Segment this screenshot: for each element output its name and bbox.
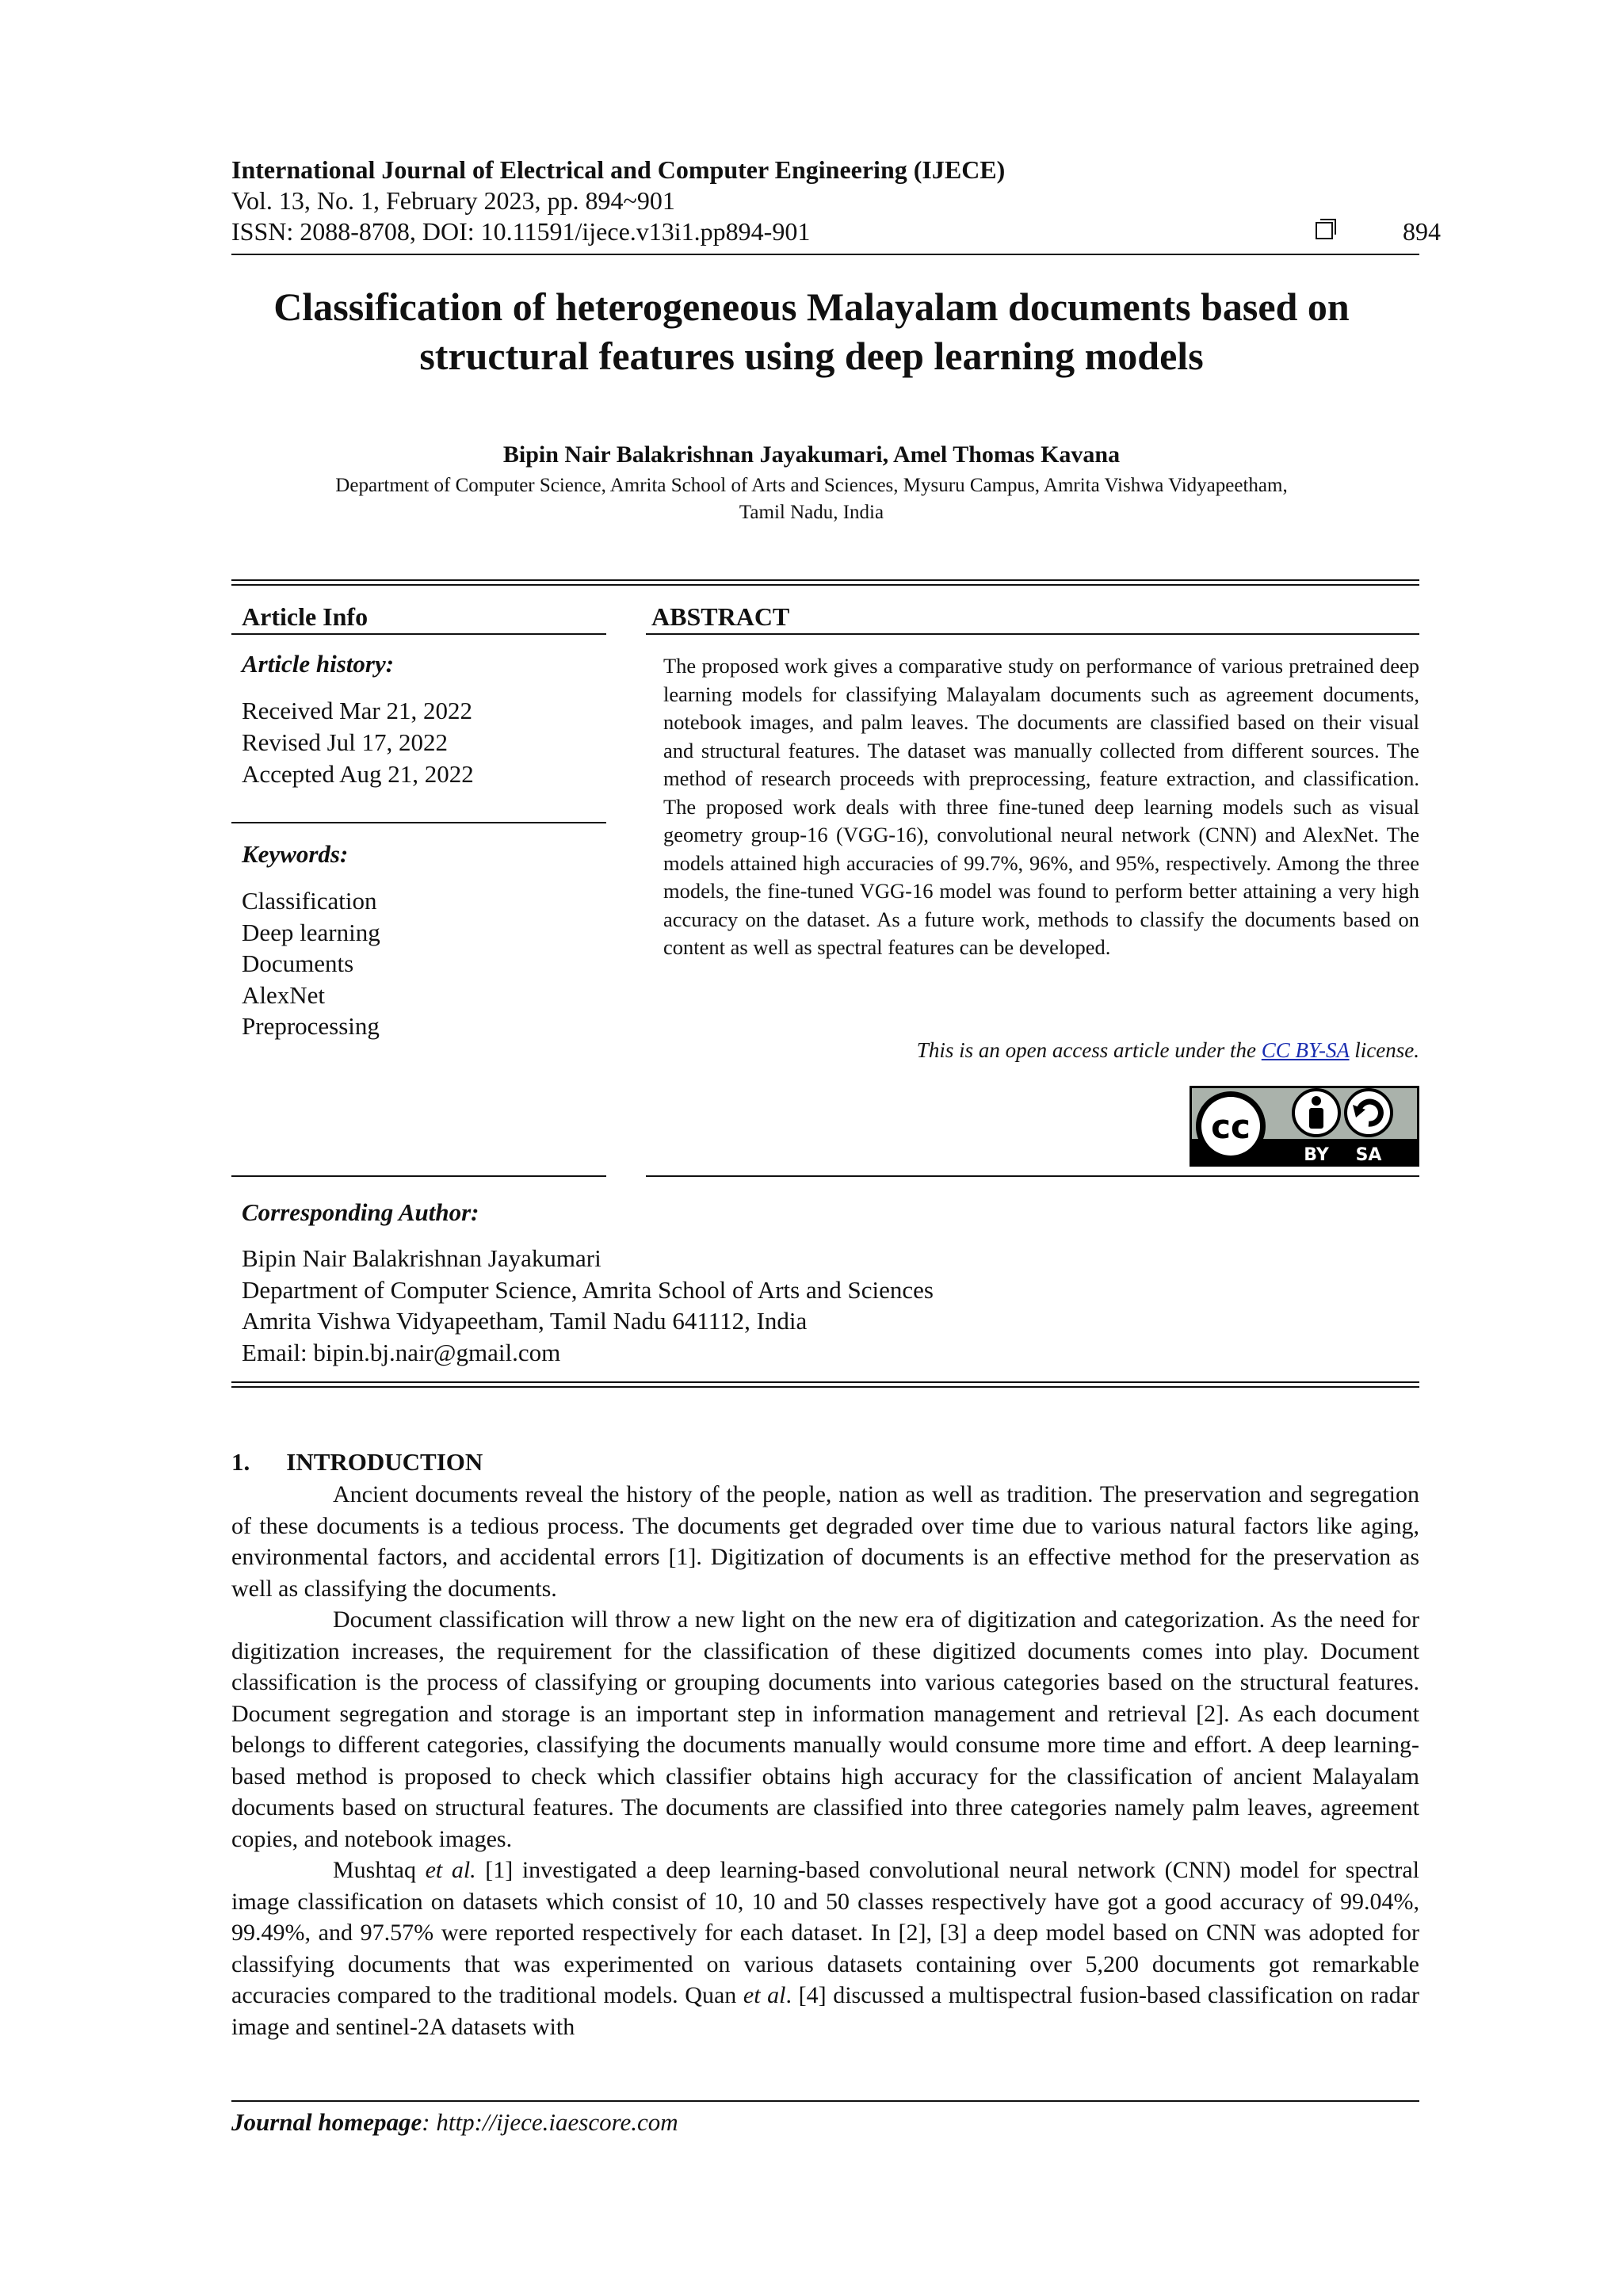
keyword-item: AlexNet [242,981,326,1009]
author-dept: Department of Computer Science, Amrita School of Arts and Sciences [242,1276,934,1304]
revised-date: Revised Jul 17, 2022 [242,728,449,756]
paragraph: Mushtaq et al. [1] investigated a deep learning-based convolutional neural network (CNN) model for spectral image classification on datasets which consist of 10, 10 and 50 classes respectively have got a good accuracy of 99.04%, 99.49%, and 97.57% were reported respectively for each dataset. In [2], [3] a deep model based on CNN was adopted for classifying documents that was experimented on various datasets containing over 5,200 documents got remarkable accuracies compared to the traditional models. Quan et al. [4] discussed a multispectral fusion-based classification on radar image and sentinel-2A datasets with [231,1857,1419,2040]
paragraph: Ancient documents reveal the history of the people, nation as well as tradition. The preservation and segregation of these documents is a tedious process. The documents get degraded over time due to various natural factors like aging, environmental factors, and accidental errors [1]. Digitization of documents is an effective method for the preservation as well as classifying the documents. [231,1481,1419,1602]
keyword-item: Deep learning [242,919,380,946]
by-text: BY [1304,1145,1329,1165]
volume-info: Vol. 13, No. 1, February 2023, pp. 894~901 [231,186,675,215]
issn-doi: ISSN: 2088-8708, DOI: 10.11591/ijece.v13i1.pp894-901 [231,217,811,246]
journal-homepage: Journal homepage: http://ijece.iaescore.com [231,2108,678,2136]
abstract-text: The proposed work gives a comparative study on performance of various pretrained deep learning models for classifying Malayalam documents such as agreement documents, notebook images, and palm leaves. The documents are classified based on their visual and structural features. The dataset was manually collected from different sources. The method of research proceeds with preprocessing, feature extraction, and classification. The proposed work deals with three fine-tuned deep learning models such as visual geometry group-16 (VGG-16), convolutional neural network (CNN) and AlexNet. The models attained high accuracies of 99.7%, 96%, and 95%, respectively. Among the three models, the fine-tuned VGG-16 model was found to perform better attaining a very high accuracy on the dataset. As a future work, methods to classify the documents based on content as well as spectral features can be developed. [663,654,1419,959]
abstract-heading: ABSTRACT [651,602,790,631]
keywords-heading: Keywords: [242,840,349,868]
header-rule [231,254,1419,255]
author-name: Bipin Nair Balakrishnan Jayakumari [242,1244,601,1272]
abstract-bottom-rule [646,1175,1419,1177]
info-top-rule-2 [231,584,1419,586]
keyword-item: Documents [242,949,354,977]
abstract-rule [646,633,1419,635]
introduction-body [231,1479,1419,2042]
author-univ: Amrita Vishwa Vidyapeetham, Tamil Nadu 641112, India [242,1307,808,1335]
sa-text: SA [1355,1145,1382,1165]
article-info-rule [231,633,606,635]
cc-text: cc [1211,1107,1251,1146]
author-email: Email: bipin.bj.nair@gmail.com [242,1339,561,1366]
affiliation: Department of Computer Science, Amrita School of Arts and Sciences, Mysuru Campus, Amrita Vishwa Vidyapeetham, Tamil Nadu, India [335,475,1288,523]
open-access-notice: This is an open access article under the CC BY-SA license. [916,1038,1419,1062]
info-top-rule [231,579,1419,581]
page-number: 894 [1403,217,1441,246]
keyword-item: Classification [242,887,377,915]
history-rule [231,822,606,823]
license-link[interactable]: CC BY-SA [1261,1038,1350,1062]
received-date: Received Mar 21, 2022 [242,697,472,724]
keyword-item: Preprocessing [242,1012,380,1040]
authors: Bipin Nair Balakrishnan Jayakumari, Amel Thomas Kavana [502,441,1121,468]
accepted-date: Accepted Aug 21, 2022 [242,760,474,788]
article-info-heading: Article Info [242,602,369,631]
footer-rule [231,2100,1419,2102]
info-bottom-rule [231,1381,1419,1383]
paper-title: Classification of heterogeneous Malayalam documents based on structural features using deep learning models [273,285,1350,378]
section-heading: 1. INTRODUCTION [231,1448,483,1476]
cc-by-sa-badge-icon [1190,1086,1419,1167]
article-history-heading: Article history: [242,650,395,678]
journal-name: International Journal of Electrical and Computer Engineering (IJECE) [231,155,1006,184]
info-bottom-rule-2 [231,1386,1419,1388]
corresponding-heading: Corresponding Author: [242,1198,479,1226]
keywords-rule [231,1175,606,1177]
page-box-icon [1316,222,1333,239]
paragraph: Document classification will throw a new light on the new era of digitization and categorization. As the need for digitization increases, the requirement for the classification of these digitized documents comes into play. Document classification is the process of classifying or grouping documents into various categories based on the structural features. Document segregation and storage is an important step in information management and retrieval [2]. As each document belongs to different categories, classifying the documents manually would consume more time and effort. A deep learning-based method is proposed to check which classifier obtains high accuracy for the classification of ancient Malayalam documents based on structural features. The documents are classified into three categories namely palm leaves, agreement copies, and notebook images. [231,1606,1419,1852]
